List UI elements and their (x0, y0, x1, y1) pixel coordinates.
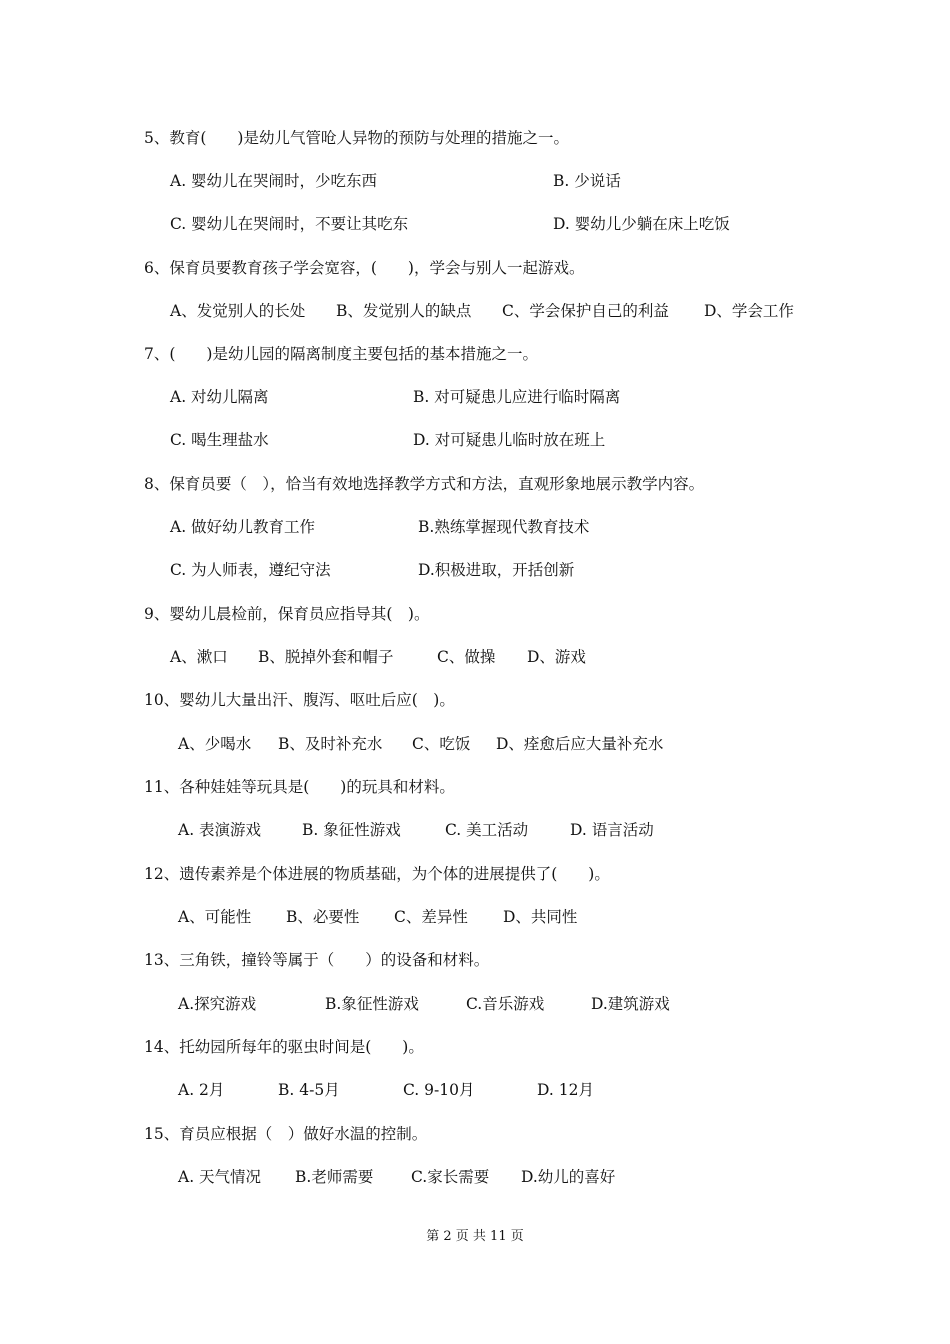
answer-option: A. 做好幼儿教育工作 (170, 518, 316, 536)
answer-option: A. 表演游戏 (178, 821, 262, 839)
answer-option: D、游戏 (527, 648, 586, 666)
answer-option: A. 婴幼儿在哭闹时，少吃东西 (170, 172, 378, 190)
answer-option: C.家长需要 (411, 1168, 490, 1186)
answer-option: C.音乐游戏 (466, 995, 545, 1013)
answer-option: D. 婴幼儿少躺在床上吃饭 (553, 215, 730, 233)
answer-option: D. 对可疑患儿临时放在班上 (413, 431, 606, 449)
answer-option: D.幼儿的喜好 (521, 1168, 616, 1186)
answer-option: C、做操 (437, 648, 496, 666)
answer-option: D.积极进取，开括创新 (418, 561, 575, 579)
question-stem: 9、婴幼儿晨检前，保育员应指导其( )。 (144, 605, 430, 623)
answer-option: C、学会保护自己的利益 (502, 302, 669, 320)
answer-option: C. 婴幼儿在哭闹时，不要让其吃东 (170, 215, 409, 233)
answer-option: B.熟练掌握现代教育技术 (418, 518, 590, 536)
answer-option: B. 象征性游戏 (302, 821, 401, 839)
page-footer: 第 2 页 共 11 页 (426, 1229, 524, 1244)
question-stem: 13、三角铁，撞铃等属于（ ）的设备和材料。 (144, 951, 490, 969)
answer-option: B、必要性 (286, 908, 360, 926)
answer-option: A. 2月 (178, 1081, 225, 1099)
answer-option: A、可能性 (178, 908, 252, 926)
question-stem: 11、各种娃娃等玩具是( )的玩具和材料。 (144, 778, 455, 796)
answer-option: B. 4-5月 (278, 1081, 340, 1099)
question-stem: 10、婴幼儿大量出汗、腹泻、呕吐后应( )。 (144, 691, 455, 709)
answer-option: D、共同性 (503, 908, 578, 926)
answer-option: B、及时补充水 (278, 735, 383, 753)
question-stem: 5、教育( )是幼儿气管呛人异物的预防与处理的措施之一。 (144, 129, 569, 147)
answer-option: B. 少说话 (553, 172, 621, 190)
answer-option: B. 对可疑患儿应进行临时隔离 (413, 388, 621, 406)
answer-option: C、差异性 (394, 908, 468, 926)
answer-option: B、脱掉外套和帽子 (258, 648, 394, 666)
question-stem: 7、( )是幼儿园的隔离制度主要包括的基本措施之一。 (144, 345, 538, 363)
answer-option: D.建筑游戏 (591, 995, 670, 1013)
question-stem: 15、育员应根据（ ）做好水温的控制。 (144, 1125, 428, 1143)
question-stem: 14、托幼园所每年的驱虫时间是( )。 (144, 1038, 424, 1056)
question-stem: 6、保育员要教育孩子学会宽容，( )，学会与别人一起游戏。 (144, 259, 585, 277)
answer-option: D. 12月 (537, 1081, 594, 1099)
answer-option: A. 对幼儿隔离 (170, 388, 269, 406)
answer-option: C. 美工活动 (445, 821, 529, 839)
question-stem: 12、遗传素养是个体进展的物质基础，为个体的进展提供了( )。 (144, 865, 610, 883)
answer-option: A. 天气情况 (178, 1168, 262, 1186)
answer-option: A.探究游戏 (178, 995, 257, 1013)
answer-option: C. 喝生理盐水 (170, 431, 269, 449)
answer-option: B.老师需要 (295, 1168, 374, 1186)
answer-option: B.象征性游戏 (325, 995, 419, 1013)
answer-option: A、发觉别人的长处 (170, 302, 306, 320)
answer-option: B、发觉别人的缺点 (336, 302, 472, 320)
answer-option: A、少喝水 (178, 735, 252, 753)
answer-option: C. 9-10月 (403, 1081, 475, 1099)
answer-option: C、吃饭 (412, 735, 471, 753)
answer-option: C. 为人师表，遵纪守法 (170, 561, 331, 579)
question-stem: 8、保育员要（ ），恰当有效地选择教学方式和方法，直观形象地展示教学内容。 (144, 475, 705, 493)
answer-option: D. 语言活动 (570, 821, 654, 839)
answer-option: D、痊愈后应大量补充水 (496, 735, 664, 753)
answer-option: D、学会工作 (704, 302, 794, 320)
answer-option: A、漱口 (170, 648, 228, 666)
